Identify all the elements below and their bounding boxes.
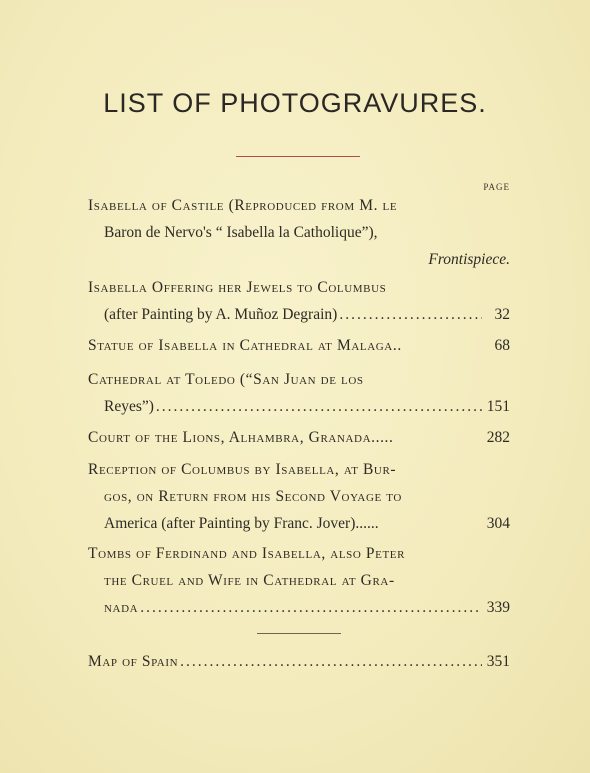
entry-last-line [88,594,510,621]
entry-page-number: 282 [486,429,510,446]
entry-text-line: Isabella Offering her Jewels to Columbus [88,279,387,296]
entry-last-line [88,424,510,451]
toc-entry [88,424,510,451]
entry-text-line: the Cruel and Wife in Cathedral at Gra- [104,572,395,589]
entry-text-line: Reyes”) [104,398,154,415]
entry-last-line [88,510,510,537]
entry-last-line [88,393,510,420]
leader-dots [180,648,482,675]
entry-last-line [88,301,510,328]
entry-text-line: Cathedral at Toledo (“San Juan de los [88,371,364,388]
entry-text-line: Reception of Columbus by Isabella, at Bur- [88,461,397,478]
entry-text-line: Map of Spain [88,653,179,670]
entry-last-line [88,332,510,359]
entry-text-line: gos, on Return from his Second Voyage to [104,488,402,505]
entry-page-number: 339 [486,599,510,616]
toc-entry [88,456,510,537]
page-column-header: PAGE [483,182,510,192]
entry-page-number: 68 [494,337,510,354]
toc-entry [88,648,510,675]
section-divider [257,633,341,634]
leader-dots [156,393,482,420]
entry-text-line: Court of the Lions, Alhambra, Granada..... [88,429,394,446]
leader-dots [140,594,482,621]
entry-page-number: 304 [486,515,510,532]
leader-dots [339,301,482,328]
entry-page-number: 351 [486,653,510,670]
page-title: LIST OF PHOTOGRAVURES. [103,88,487,118]
toc-entry [88,540,510,621]
entry-text-line: Baron de Nervo's “ Isabella la Catholique”), [104,224,378,241]
entry-text-line: Tombs of Ferdinand and Isabella, also Peter [88,545,406,562]
toc-entry [88,274,510,328]
entry-page-number: 151 [486,398,510,415]
entry-text-line: (after Painting by A. Muñoz Degrain) [104,306,338,323]
toc-entry [88,332,510,359]
entry-page-ref: Frontispiece. [428,251,510,268]
entry-text-line: America (after Painting by Franc. Jover)...... [104,515,379,532]
toc-entry [88,192,510,273]
entry-text-line: Isabella of Castile (Reproduced from M. le [88,197,398,214]
entry-text-line: nada [104,599,139,616]
toc-entry [88,366,510,420]
title-divider [236,156,360,157]
entry-text-line: Statue of Isabella in Cathedral at Malaga.. [88,337,402,354]
entry-page-number: 32 [494,306,510,323]
entry-last-line [88,648,510,675]
